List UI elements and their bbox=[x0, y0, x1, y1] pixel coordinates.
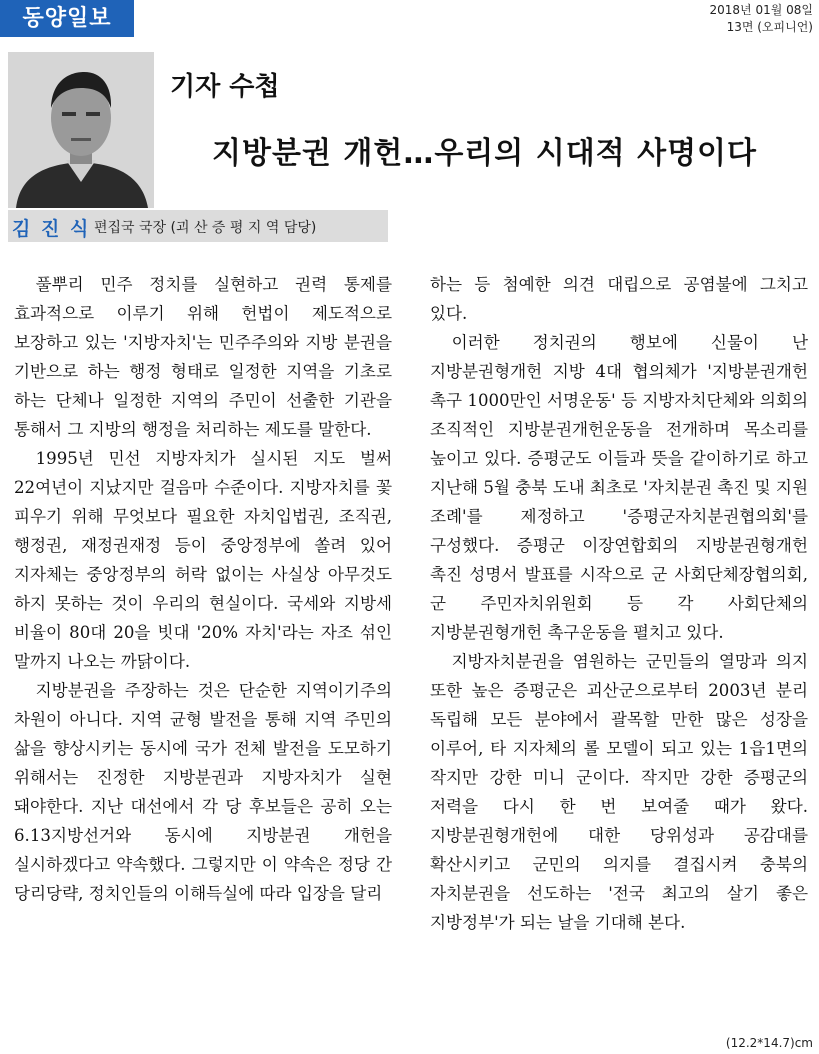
reporter-photo bbox=[8, 52, 154, 208]
byline bbox=[8, 210, 388, 242]
reporter-name: 김 진 식 bbox=[12, 218, 91, 240]
body-column-left bbox=[14, 270, 392, 908]
body-paragraph: 지방분권을 주장하는 것은 단순한 지역이기주의 차원이 아니다. 지역 균형 발전을 통해 지역 주민의 삶을 향상시키는 동시에 국가 전체 발전을 도모하기 위해서는 진정한 지방분권과 지방자치가 실현 돼야한다. 지난 대선에서 각 당 후보들은 공히 오는 6.13지방선거와 동시에 지방분권 개헌을 실시하겠다고 약속했다. 그렇지만 이 약속은 정당 간 당리당략, 정치인들의 이해득실에 따라 입장을 달리 bbox=[14, 681, 392, 903]
publication-meta bbox=[710, 2, 813, 36]
body-column-right bbox=[430, 270, 808, 937]
body-paragraph: 이러한 정치권의 행보에 신물이 난 지방분권형개헌 지방 4대 협의체가 '지방분권개헌 촉구 1000만인 서명운동' 등 지방자치단체와 의회의 조직적인 지방분권개헌운동을 전개하며 목소리를 높이고 있다. 증평군도 이들과 뜻을 같이하기로 하고 지난해 5월 충북 도내 최초로 '자치분권 촉진 및 지원 조례'를 제정하고 '증평군자치분권협의회'를 구성했다. 증평군 이장연합회의 지방분권형개헌 촉진 성명서 발표를 시작으로 군 사회단체장협의회, 군 주민자치위원회 등 각 사회단체의 지방분권형개헌 촉구운동을 펼치고 있다. bbox=[430, 333, 808, 642]
page-section: 13면 (오피니언) bbox=[726, 20, 813, 34]
body-paragraph: 풀뿌리 민주 정치를 실현하고 권력 통제를 효과적으로 이루기 위해 헌법이 제도적으로 보장하고 있는 '지방자치'는 민주주의와 지방 분권을 기반으로 하는 행정 형태로 일정한 지역을 기초로 하는 단체나 일정한 지역의 주민이 선출한 기관을 통해서 그 지방의 행정을 처리하는 제도를 말한다. bbox=[14, 275, 392, 439]
column-label: 기자 수첩 bbox=[170, 72, 280, 102]
body-paragraph-continued: 하는 등 첨예한 의견 대립으로 공염불에 그치고 있다. bbox=[430, 275, 808, 323]
publication-date: 2018년 01월 08일 bbox=[709, 3, 813, 17]
reporter-title: 편집국 국장 (괴 산 증 평 지 역 담당) bbox=[94, 220, 317, 236]
body-paragraph: 지방자치분권을 염원하는 군민들의 열망과 의지 또한 높은 증평군은 괴산군으로부터 2003년 분리 독립해 모든 분야에서 괄목할 만한 많은 성장을 이루어, 타 지자체의 롤 모델이 되고 있는 1읍1면의 작지만 강한 미니 군이다. 작지만 강한 증평군의 저력을 다시 한 번 보여줄 때가 왔다. 지방분권형개헌에 대한 당위성과 공감대를 확산시키고 군민의 의지를 결집시켜 충북의 자치분권을 선도하는 '전국 최고의 살기 좋은 지방정부'가 되는 날을 기대해 본다. bbox=[430, 652, 808, 932]
body-paragraph: 1995년 민선 지방자치가 실시된 지도 벌써 22여년이 지났지만 걸음마 수준이다. 지방자치를 꽃 피우기 위해 무엇보다 필요한 자치입법권, 조직권, 행정권, 재정권재정 등이 중앙정부에 쏠려 있어 지자체는 중앙정부의 허락 없이는 사실상 아무것도 하지 못하는 것이 우리의 현실이다. 국세와 지방세 비율이 80대 20을 빗대 '20% 자치'라는 자조 섞인 말까지 나오는 까닭이다. bbox=[14, 449, 392, 671]
headline: 지방분권 개헌…우리의 시대적 사명이다 bbox=[212, 136, 758, 171]
newspaper-logo: 동양일보 bbox=[0, 0, 134, 37]
article-size-note: (12.2*14.7)cm bbox=[725, 1036, 813, 1050]
